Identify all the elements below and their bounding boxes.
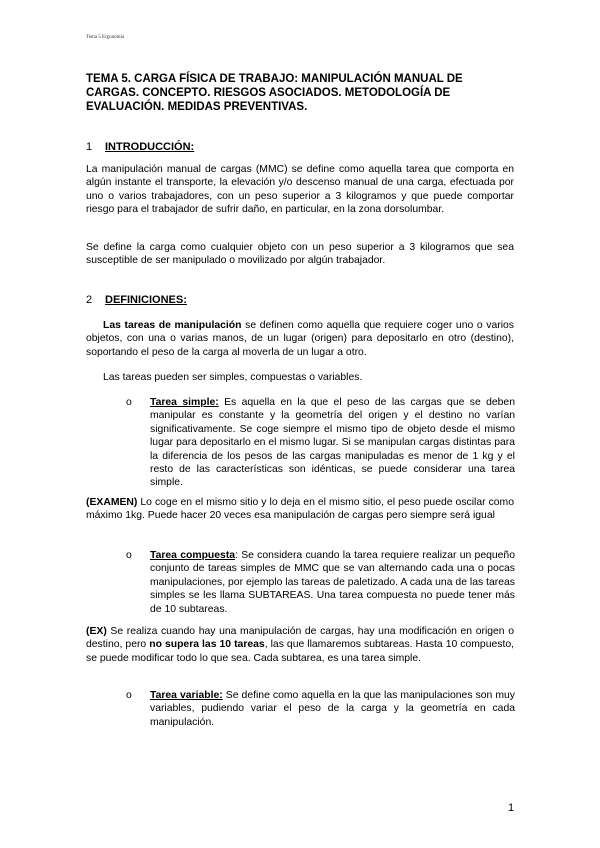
section-heading-introduccion xyxy=(86,141,194,154)
bullet-term: Tarea variable: xyxy=(150,690,223,701)
exam-note-1 xyxy=(86,496,514,523)
section-title: INTRODUCCIÓN: xyxy=(105,141,195,153)
section-number: 1 xyxy=(86,141,93,153)
bullet-text: : Se considera cuando la tarea requiere realizar un pequeño conjunto de tareas simples de MMC que se van alternando cada una o pocas manipulaciones, por ejemplo las tareas de paletizado. A cada una de las tareas simples se les llama SUBTAREAS. Una tarea compuesta no puede tener más de 10 subtareas. xyxy=(150,550,515,615)
section-title: DEFINICIONES: xyxy=(105,294,187,306)
bullet-marker: o xyxy=(126,690,132,701)
intro-paragraph-2: Se define la carga como cualquier objeto con un peso superior a 3 kilogramos que sea susceptible de ser manipulado o movilizado por algún trabajador. xyxy=(86,242,514,267)
running-header: Tema 5 Ergonomía xyxy=(86,35,125,40)
exam-note-2 xyxy=(86,625,514,665)
bullet-marker: o xyxy=(126,550,132,561)
bullet-term: Tarea compuesta xyxy=(150,550,236,561)
exam-text: Lo coge en el mismo sitio y lo deja en el mismo sitio, el peso puede oscilar como máximo 1kg. Puede hacer 20 veces esa manipulación de cargas pero siempre será igual xyxy=(86,497,514,522)
exam-bold-text: no supera las 10 tareas xyxy=(149,639,265,651)
intro-paragraph-1: La manipulación manual de cargas (MMC) se define como aquella tarea que comporta en algún instante el transporte, la elevación y/o descenso manual de una carga, efectuada por uno o varios trabajadores, con un peso superior a 3 kilogramos y que puede comportar riesgo para el trabajador de sufrir daño, en particular, en la zona dorsolumbar. xyxy=(86,164,514,216)
bullet-text: Es aquella en la que el peso de las cargas que se deben manipular es constante y la geometría del origen y el destino no varían significativamente. Se coge siempre el mismo tipo de objeto desde el mismo lugar para depositarlo en el mismo lugar. Si se manipulan cargas distintas para la diferencia de los pesos de las cargas manipuladas es menor de 1 kg y el resto de las características son idénticas, se puede considerar una tarea simple. xyxy=(150,397,515,489)
bullet-tarea-variable xyxy=(126,689,515,729)
bullet-marker: o xyxy=(126,397,132,408)
exam-tag: (EXAMEN) xyxy=(86,497,138,508)
definition-paragraph xyxy=(86,319,514,359)
bullet-text: Se define como aquella en la que las manipulaciones son muy variables, pudiendo variar el peso de la carga y la geometría en cada manipulación. xyxy=(150,690,515,728)
page-number: 1 xyxy=(508,802,515,814)
exam-text: Se realiza cuando hay una manipulación de cargas, hay una modificación en origen o destino, pero xyxy=(86,626,514,651)
bullet-tarea-simple xyxy=(126,396,515,490)
section-heading-definiciones xyxy=(86,294,187,307)
exam-tag: (EX) xyxy=(86,626,107,637)
bullet-tarea-compuesta xyxy=(126,549,515,616)
definition-lead-text: se definen como aquella que requiere coger uno o varios objetos, con una o varias manos, de un lugar (origen) para depositarlo en otro (destino), soportando el peso de la carga al moverla de un lugar a otro. xyxy=(86,320,515,358)
bullet-term: Tarea simple: xyxy=(150,397,219,408)
section-number: 2 xyxy=(86,294,93,306)
definition-lead-term: Las tareas de manipulación xyxy=(103,320,242,331)
task-types-line: Las tareas pueden ser simples, compuestas o variables. xyxy=(103,372,363,383)
document-title: TEMA 5. CARGA FÍSICA DE TRABAJO: MANIPULACIÓN MANUAL DE CARGAS. CONCEPTO. RIESGOS ASOCIADOS. METODOLOGÍA DE EVALUACIÓN. MEDIDAS PREVENTIVAS. xyxy=(86,73,463,113)
exam-text-end: , las que llamaremos subtareas. Hasta 10 compuesto, se puede modificar todo lo que sea. Cada subtarea, es una tarea simple. xyxy=(86,639,514,664)
